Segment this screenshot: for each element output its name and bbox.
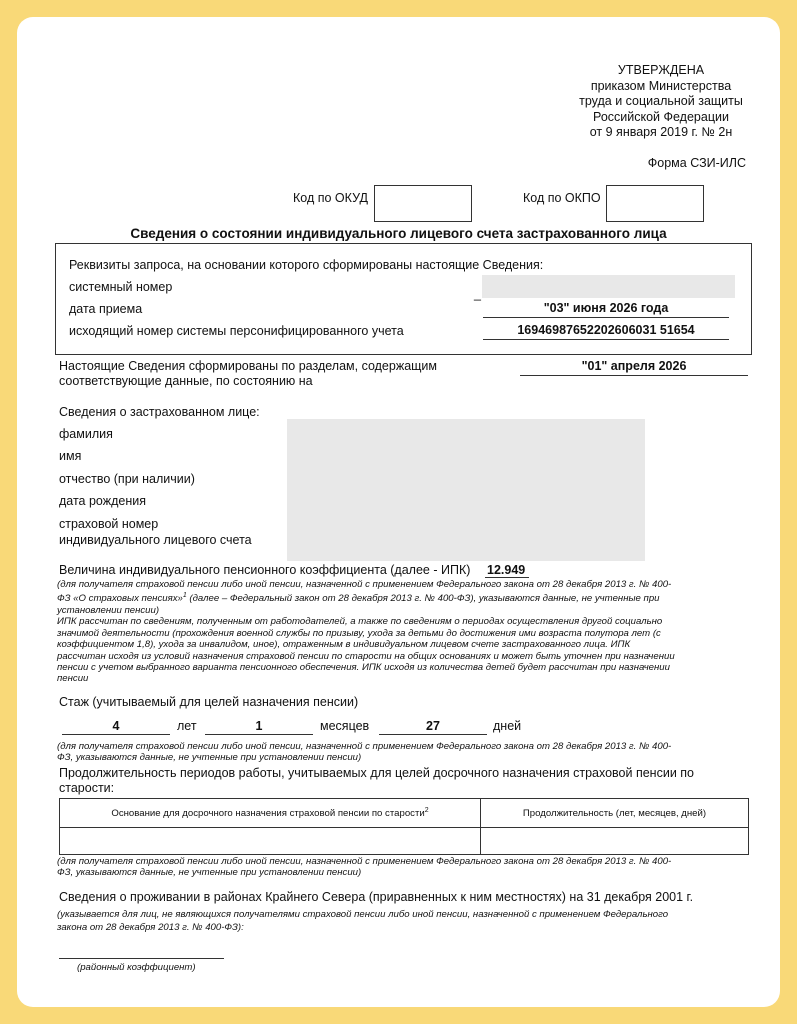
ipk-label: Величина индивидуального пенсионного коэффициента (далее - ИПК) <box>59 563 471 577</box>
surname-label: фамилия <box>59 427 113 441</box>
ipk-note-line: рассчитан исходя из условий назначения страховой пенсии по старости на общих основаниях и может быть уточнен при назначении <box>57 650 675 662</box>
stazh-note-line: (для получателя страховой пенсии либо иной пенсии, назначенной с применением Федерального закона от 28 декабря 2013 г. № 400- <box>57 741 672 752</box>
stazh-note-line: ФЗ, указываются данные, не учтенные при установлении пенсии) <box>57 752 362 764</box>
periods-note <box>57 856 757 879</box>
snils-label-line: страховой номер <box>59 517 159 531</box>
stazh-days-label: дней <box>493 719 522 733</box>
formed-date: "01" апреля 2026 <box>520 359 748 376</box>
periods-note-line: ФЗ, указываются данные, не учтенные при установлении пенсии) <box>57 867 362 879</box>
ipk-note-line: установлении пенсии) <box>57 605 160 616</box>
periods-heading-line: старости: <box>59 781 115 795</box>
approval-line: труда и социальной защиты <box>579 94 743 108</box>
north-note <box>57 908 757 934</box>
patronymic-label: отчество (при наличии) <box>59 472 195 486</box>
ipk-note-line: пенсии с учетом выбранного варианта пенсионного обеспечения. ИПК исходя из количества детей будет рассчитан при назначении <box>57 662 670 674</box>
ipk-note-part: (далее – Федеральный закон от 28 декабря 2013 г. № 400-ФЗ), указываются данные, не учтенные при <box>186 593 660 605</box>
system-number-dash: _ <box>474 287 481 301</box>
coefficient-line[interactable] <box>59 958 224 959</box>
ipk-note-line: значимой деятельности (прохождения военной службы по призыву, ухода за детьми до достижения ими возраста полутора лет (с <box>57 627 661 639</box>
stazh-years: 4 <box>62 719 170 735</box>
form-name: Форма СЗИ-ИЛС <box>647 156 746 170</box>
approval-line: УТВЕРЖДЕНА <box>617 63 705 77</box>
outgoing-number-label: исходящий номер системы персонифицированного учета <box>69 324 404 338</box>
periods-col-basis-text: Основание для досрочного назначения страховой пенсии по старости <box>111 808 425 820</box>
periods-note-line: (для получателя страховой пенсии либо иной пенсии, назначенной с применением Федерального закона от 28 декабря 2013 г. № 400- <box>57 856 672 867</box>
approval-line: приказом Министерства <box>590 78 732 93</box>
snils-label-line: индивидуального лицевого счета <box>59 533 252 547</box>
outgoing-number-value: 16946987652202606031 51654 <box>483 323 729 340</box>
okpo-label: Код по ОКПО <box>523 191 601 205</box>
birthdate-label: дата рождения <box>59 494 147 508</box>
ipk-note-part: ФЗ «О страховых пенсиях» <box>57 593 183 605</box>
person-heading: Сведения о застрахованном лице: <box>59 405 260 419</box>
formed-text <box>59 359 437 389</box>
document-title: Сведения о состоянии индивидуального лицевого счета застрахованного лица <box>130 226 667 241</box>
stazh-days: 27 <box>379 719 487 735</box>
ipk-note-line: (для получателя страховой пенсии либо иной пенсии, назначенной с применением Федерального закона от 28 декабря 2013 г. № 400- <box>57 579 672 590</box>
ipk-note-line: коэффициентом 1,8), ухода за инвалидом, иное), отраженным в индивидуальном лицевом счете застрахованного лица. ИПК <box>57 639 631 651</box>
periods-heading-line: Продолжительность периодов работы, учитываемых для целей досрочного назначения страховой пенсии по <box>59 766 694 780</box>
approval-block <box>576 63 746 141</box>
periods-table <box>59 798 749 855</box>
periods-header-row <box>60 799 749 828</box>
formed-text-line: Настоящие Сведения сформированы по разделам, содержащим <box>59 359 438 373</box>
ipk-note <box>57 579 757 685</box>
periods-col-duration: Продолжительность (лет, месяцев, дней) <box>481 799 749 828</box>
periods-cell-basis[interactable] <box>60 828 481 855</box>
north-note-line: закона от 28 декабря 2013 г. № 400-ФЗ): <box>57 922 244 933</box>
stazh-months: 1 <box>205 719 313 735</box>
snils-label <box>59 516 252 548</box>
system-number-label: системный номер <box>69 280 173 294</box>
date-received-value: "03" июня 2026 года <box>483 301 729 318</box>
formed-text-line: соответствующие данные, по состоянию на <box>59 374 313 388</box>
redacted-system-number <box>482 275 735 298</box>
ipk-value: 12.949 <box>485 563 529 578</box>
okud-field[interactable] <box>374 185 472 222</box>
request-heading: Реквизиты запроса, на основании которого сформированы настоящие Сведения: <box>69 258 544 272</box>
ipk-note-line: ИПК рассчитан по сведениям, полученным от работодателей, а также по сведениям о периодах осуществления другой социально <box>57 616 663 628</box>
footnote-ref: 2 <box>424 806 429 814</box>
stazh-note <box>57 741 757 764</box>
approval-line: от 9 января 2019 г. № 2н <box>589 125 733 139</box>
north-note-line: (указывается для лиц, не являющихся получателями страховой пенсии либо иной пенсии, назначенной с применением Федерального <box>57 909 669 920</box>
okpo-field[interactable] <box>606 185 704 222</box>
periods-col-basis <box>60 799 481 828</box>
footnote-ref: 1 <box>182 592 187 600</box>
name-label: имя <box>59 449 82 463</box>
stazh-months-label: месяцев <box>320 719 370 733</box>
periods-cell-duration[interactable] <box>481 828 749 855</box>
okud-label: Код по ОКУД <box>293 191 368 205</box>
approval-line: Российской Федерации <box>593 109 729 124</box>
stazh-years-label: лет <box>177 719 197 733</box>
stazh-heading: Стаж (учитываемый для целей назначения пенсии) <box>59 695 359 709</box>
periods-heading <box>59 766 694 796</box>
date-received-label: дата приема <box>69 302 143 316</box>
redacted-personal-data <box>287 419 645 561</box>
coefficient-label: (районный коэффициент) <box>77 962 196 973</box>
periods-empty-row <box>60 828 749 855</box>
ipk-note-line <box>57 590 757 605</box>
document-sheet <box>17 17 780 1007</box>
north-heading: Сведения о проживании в районах Крайнего Севера (приравненных к ним местностях) на 31 декабря 2001 г. <box>59 890 694 904</box>
ipk-note-line: пенсии <box>57 673 89 685</box>
